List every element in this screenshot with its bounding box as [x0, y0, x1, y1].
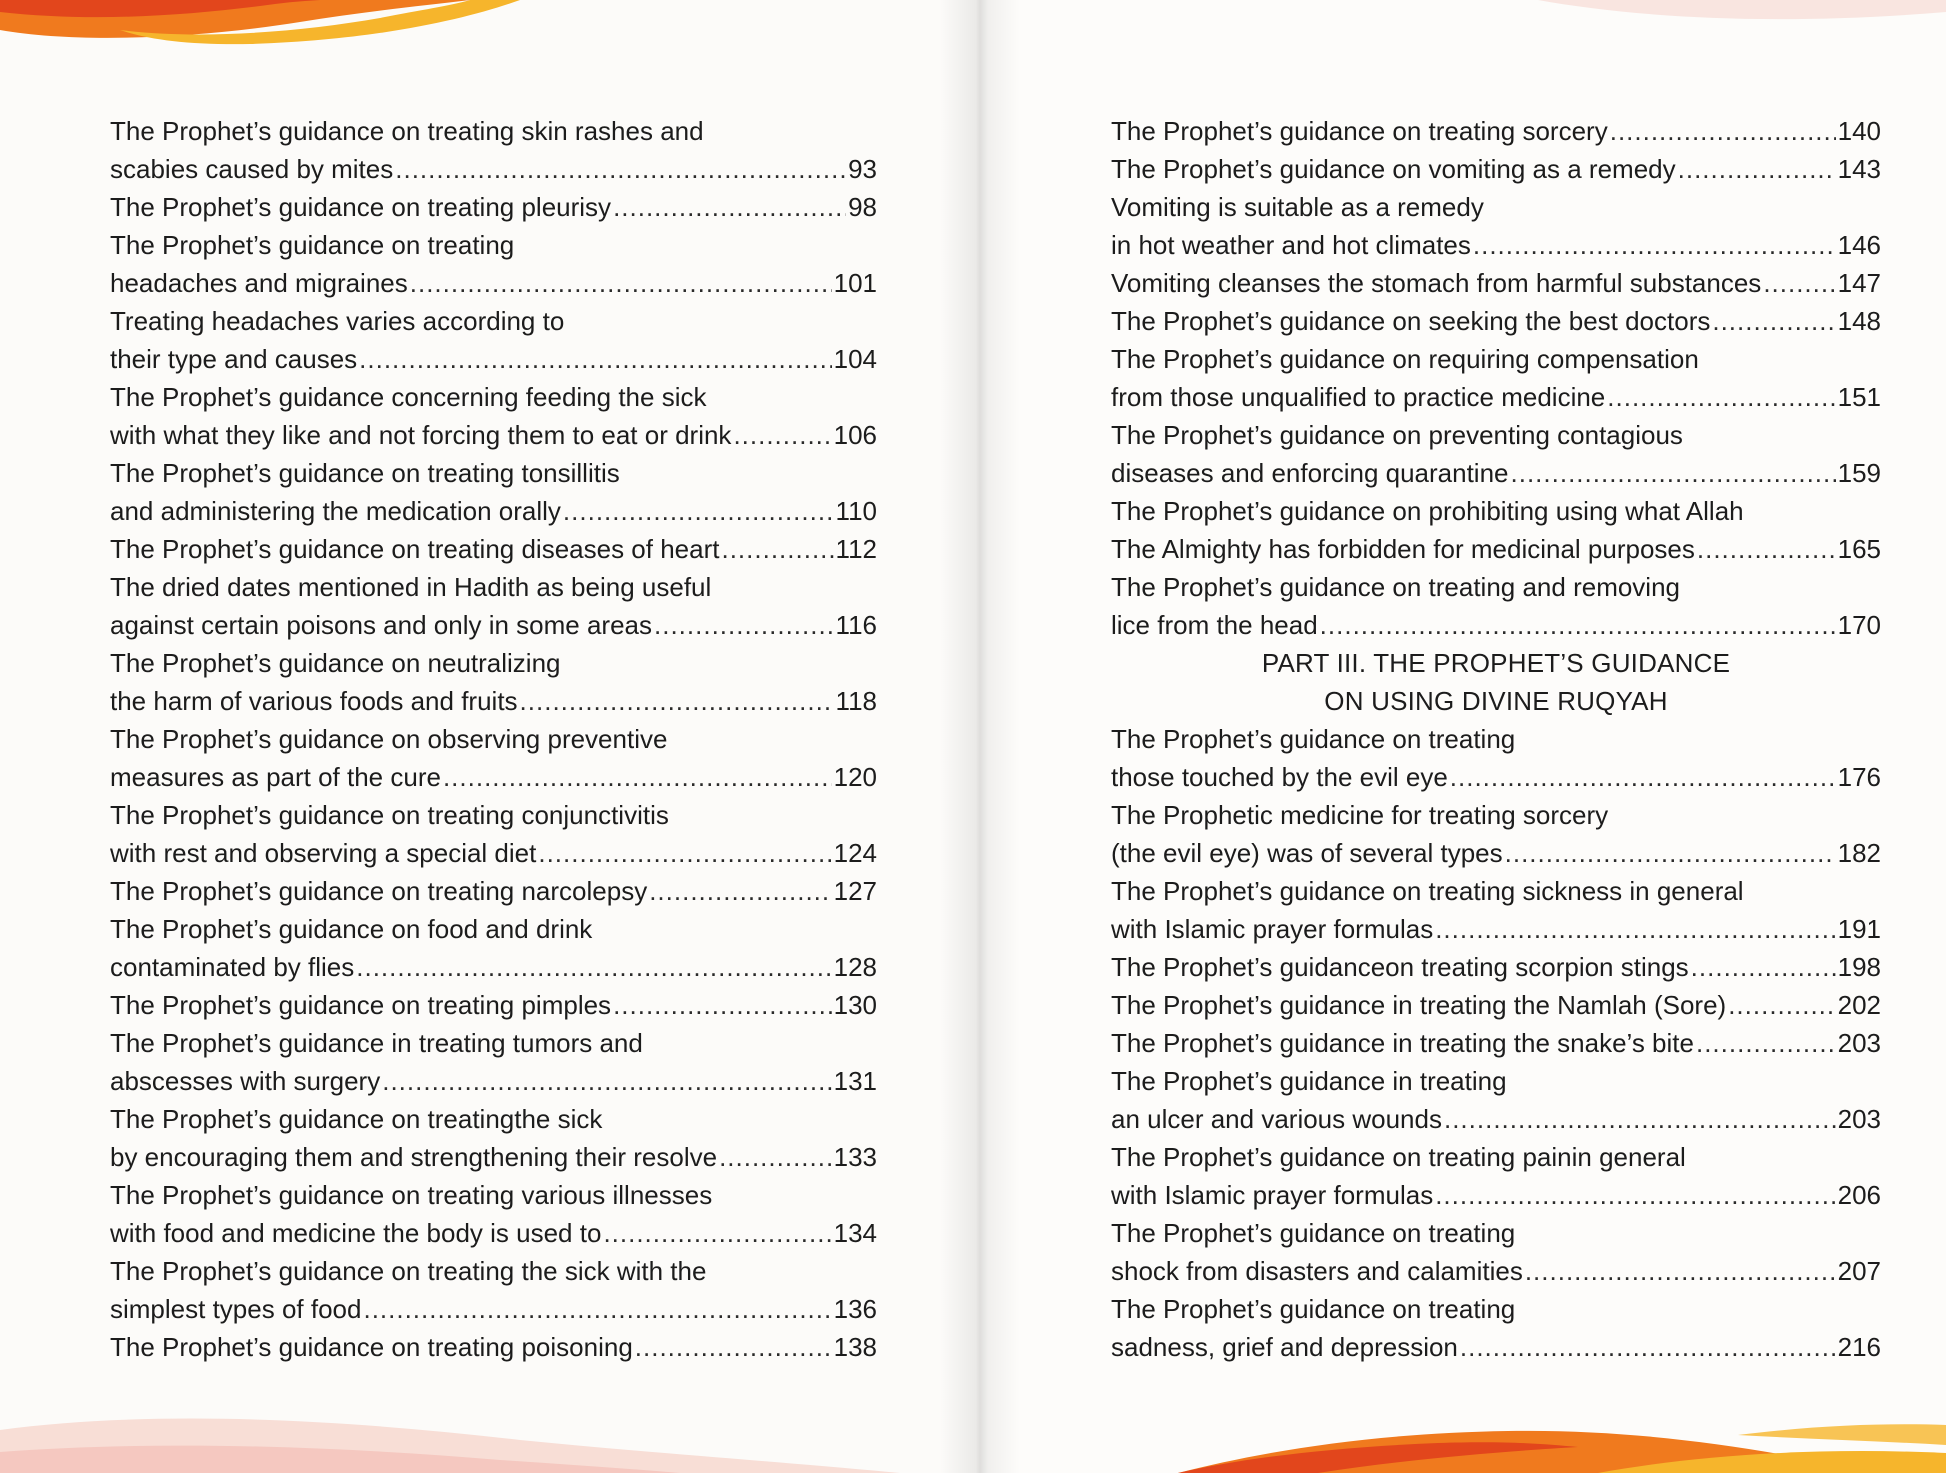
toc-entry-title: The Prophet’s guidance on treating tonsillitis [110, 458, 620, 488]
dot-leader [613, 986, 832, 1024]
toc-page-number: 133 [833, 1142, 877, 1172]
toc-entry-title: against certain poisons and only in some areas [110, 610, 652, 640]
dot-leader [1763, 264, 1835, 302]
toc-entry [110, 1252, 877, 1328]
toc-entry [110, 112, 877, 188]
dot-leader [1728, 986, 1835, 1024]
toc-entry-title: shock from disasters and calamities [1111, 1256, 1523, 1286]
toc-entry [1111, 1214, 1881, 1290]
toc-entry-last-line [110, 1138, 877, 1176]
toc-page-number: 216 [1837, 1332, 1881, 1362]
toc-entry [110, 720, 877, 796]
dot-leader [1450, 758, 1836, 796]
toc-entry-title: sadness, grief and depression [1111, 1332, 1458, 1362]
toc-entry-line [1111, 1138, 1881, 1176]
toc-entry-line [1111, 416, 1881, 454]
toc-page-number: 124 [833, 838, 877, 868]
toc-entry-title: The Prophet’s guidance in treating the Namlah (Sore) [1111, 990, 1727, 1020]
toc-entry-last-line [1111, 1252, 1881, 1290]
dot-leader [1320, 606, 1836, 644]
toc-entry [110, 1328, 877, 1366]
toc-entry-title: The Prophet’s guidance on treating narcolepsy [110, 876, 648, 906]
toc-entry-last-line [1111, 264, 1881, 302]
toc-page-number: 134 [833, 1218, 877, 1248]
dot-leader [1525, 1252, 1836, 1290]
dot-leader [443, 758, 832, 796]
toc-entry [110, 986, 877, 1024]
toc-entry [1111, 416, 1881, 492]
toc-entry-line [1111, 1214, 1881, 1252]
toc-entry-line [110, 1024, 877, 1062]
toc-page-number: 182 [1837, 838, 1881, 868]
flame-decoration-top-left [0, 0, 600, 60]
dot-leader [1460, 1328, 1836, 1366]
toc-entry [1111, 1024, 1881, 1062]
toc-page-number: 176 [1837, 762, 1881, 792]
toc-entry-title: headaches and migraines [110, 268, 408, 298]
toc-entry-title: an ulcer and various wounds [1111, 1104, 1442, 1134]
toc-entry-title: with food and medicine the body is used to [110, 1218, 602, 1248]
toc-entry [1111, 1062, 1881, 1138]
right-page [978, 0, 1946, 1473]
dot-leader [410, 264, 832, 302]
toc-entry-title: The Prophet’s guidance on treating conjunctivitis [110, 800, 669, 830]
toc-entry-title: The Prophet’s guidance on treating the sick with the [110, 1256, 707, 1286]
toc-page-number: 104 [833, 344, 877, 374]
toc-entry-last-line [1111, 378, 1881, 416]
toc-entry-line [1111, 1062, 1881, 1100]
dot-leader [1435, 910, 1835, 948]
toc-entry [1111, 568, 1881, 644]
toc-entry-line [1111, 796, 1881, 834]
toc-entry [110, 1176, 877, 1252]
toc-page-number: 106 [833, 420, 877, 450]
dot-leader [1697, 530, 1836, 568]
toc-entry-last-line [110, 872, 877, 910]
toc-page-number: 147 [1837, 268, 1881, 298]
toc-entry [110, 568, 877, 644]
toc-entry-last-line [1111, 910, 1881, 948]
dot-leader [382, 1062, 831, 1100]
toc-entry [1111, 948, 1881, 986]
flame-decoration-bottom-left [0, 1390, 978, 1473]
toc-entry [110, 378, 877, 454]
toc-page-number: 151 [1837, 382, 1881, 412]
toc-entry-line [1111, 188, 1881, 226]
toc-entry-last-line [110, 416, 877, 454]
toc-entry [1111, 720, 1881, 796]
toc-entry-title: The Prophet’s guidance on treating [1111, 1218, 1516, 1248]
dot-leader [1505, 834, 1836, 872]
toc-entry-title: with what they like and not forcing them to eat or drink [110, 420, 732, 450]
toc-entry [110, 454, 877, 530]
toc-entry-line [110, 1252, 877, 1290]
toc-entry-title: The Prophet’s guidance in treating the snake’s bite [1111, 1028, 1694, 1058]
toc-entry-title: The Prophet’s guidance on treating sickness in general [1111, 876, 1744, 906]
dot-leader [1511, 454, 1836, 492]
toc-page-number: 146 [1837, 230, 1881, 260]
toc-entry-line [1111, 872, 1881, 910]
toc-page-number: 203 [1837, 1028, 1881, 1058]
toc-page-number: 191 [1837, 914, 1881, 944]
dot-leader [395, 150, 846, 188]
dot-leader [363, 1290, 831, 1328]
toc-entry-line [110, 720, 877, 758]
toc-entry-last-line [1111, 112, 1881, 150]
toc-entry-last-line [110, 340, 877, 378]
toc-entry-title: The dried dates mentioned in Hadith as being useful [110, 572, 712, 602]
toc-page-number: 136 [833, 1294, 877, 1324]
dot-leader [649, 872, 831, 910]
toc-page-number: 143 [1837, 154, 1881, 184]
dot-leader [1678, 150, 1836, 188]
flame-decoration-top-right [1538, 0, 1946, 40]
toc-entry-title: The Almighty has forbidden for medicinal purposes [1111, 534, 1695, 564]
dot-leader [563, 492, 834, 530]
dot-leader [1691, 948, 1836, 986]
toc-entry [1111, 1138, 1881, 1214]
toc-entry [1111, 340, 1881, 416]
toc-entry-last-line [110, 834, 877, 872]
flame-decoration-bottom-right [1178, 1395, 1946, 1473]
toc-entry-title: (the evil eye) was of several types [1111, 838, 1503, 868]
toc-entry-title: their type and causes [110, 344, 358, 374]
toc-entry-title: The Prophet’s guidance in treating tumors and [110, 1028, 643, 1058]
toc-entry-title: The Prophetic medicine for treating sorcery [1111, 800, 1609, 830]
toc-entry-title: from those unqualified to practice medicine [1111, 382, 1606, 412]
toc-entry [1111, 302, 1881, 340]
toc-entry-last-line [1111, 1100, 1881, 1138]
dot-leader [1607, 378, 1835, 416]
toc-entry [110, 1100, 877, 1176]
toc-entry-title: The Prophet’s guidance on treating and removing [1111, 572, 1681, 602]
toc-entry-title: The Prophet’s guidance on treating poisoning [110, 1332, 633, 1362]
toc-entry-line [110, 910, 877, 948]
dot-leader [356, 948, 831, 986]
dot-leader [733, 416, 831, 454]
toc-entry-line [110, 454, 877, 492]
toc-page-number: 130 [833, 990, 877, 1020]
table-of-contents-left [110, 112, 877, 1366]
toc-entry-title: simplest types of food [110, 1294, 362, 1324]
toc-entry-last-line [1111, 454, 1881, 492]
toc-entry-title: The Prophet’s guidance on treating painin general [1111, 1142, 1686, 1172]
toc-entry [110, 644, 877, 720]
toc-page-number: 131 [833, 1066, 877, 1096]
toc-entry-title: The Prophet’s guidance on treating [1111, 1294, 1516, 1324]
toc-entry-last-line [110, 682, 877, 720]
toc-entry-last-line [1111, 1328, 1881, 1366]
toc-entry-line [110, 302, 877, 340]
toc-entry-title: The Prophet’s guidance on treatingthe sick [110, 1104, 603, 1134]
dot-leader [520, 682, 834, 720]
toc-entry-last-line [1111, 530, 1881, 568]
toc-page-number: 120 [833, 762, 877, 792]
toc-entry-last-line [110, 264, 877, 302]
toc-entry-line [1111, 568, 1881, 606]
toc-page-number: 165 [1837, 534, 1881, 564]
toc-page-number: 202 [1837, 990, 1881, 1020]
toc-entry-last-line [1111, 302, 1881, 340]
toc-entry-last-line [1111, 758, 1881, 796]
dot-leader [1444, 1100, 1836, 1138]
toc-entry-line [1111, 1290, 1881, 1328]
dot-leader [1610, 112, 1836, 150]
toc-entry-line [110, 1176, 877, 1214]
toc-entry [1111, 150, 1881, 188]
toc-page-number: 116 [835, 610, 877, 640]
toc-entry [110, 872, 877, 910]
toc-entry [1111, 188, 1881, 264]
part-heading-line1: PART III. THE PROPHET’S GUIDANCE [1261, 648, 1731, 678]
toc-entry-last-line [1111, 606, 1881, 644]
toc-entry-last-line [1111, 226, 1881, 264]
toc-entry-last-line [1111, 1176, 1881, 1214]
toc-entry-title: with Islamic prayer formulas [1111, 914, 1434, 944]
dot-leader [1473, 226, 1836, 264]
toc-entry [1111, 796, 1881, 872]
toc-entry-line [1111, 340, 1881, 378]
toc-entry-title: The Prophet’s guidance on vomiting as a remedy [1111, 154, 1676, 184]
toc-entry-line [110, 112, 877, 150]
toc-entry-last-line [110, 1214, 877, 1252]
toc-entry-title: The Prophet’s guidance on seeking the best doctors [1111, 306, 1711, 336]
toc-entry-last-line [110, 1062, 877, 1100]
toc-page-number: 93 [848, 154, 877, 184]
toc-page-number: 140 [1837, 116, 1881, 146]
toc-page-number: 128 [833, 952, 877, 982]
toc-entry-last-line [110, 986, 877, 1024]
toc-entry-title: those touched by the evil eye [1111, 762, 1448, 792]
toc-page-number: 148 [1837, 306, 1881, 336]
toc-page-number: 110 [835, 496, 877, 526]
toc-page-number: 138 [833, 1332, 877, 1362]
toc-page-number: 198 [1837, 952, 1881, 982]
toc-entry-line [1111, 720, 1881, 758]
toc-entry-title: The Prophet’s guidanceon treating scorpion stings [1111, 952, 1689, 982]
toc-entry-title: in hot weather and hot climates [1111, 230, 1471, 260]
toc-entry-title: with rest and observing a special diet [110, 838, 537, 868]
toc-entry-last-line [110, 530, 877, 568]
toc-entry-title: by encouraging them and strengthening their resolve [110, 1142, 718, 1172]
toc-entry-last-line [110, 492, 877, 530]
dot-leader [654, 606, 834, 644]
toc-entry [1111, 1290, 1881, 1366]
toc-page-number: 118 [835, 686, 877, 716]
toc-entry [110, 530, 877, 568]
toc-entry-line [1111, 492, 1881, 530]
dot-leader [603, 1214, 831, 1252]
toc-page-number: 203 [1837, 1104, 1881, 1134]
toc-entry [1111, 872, 1881, 948]
toc-entry [1111, 492, 1881, 568]
toc-entry-title: The Prophet’s guidance on neutralizing [110, 648, 561, 678]
toc-entry [110, 226, 877, 302]
toc-entry-title: lice from the head [1111, 610, 1318, 640]
dot-leader [613, 188, 846, 226]
toc-entry-title: Vomiting cleanses the stomach from harmful substances [1111, 268, 1762, 298]
part-heading [1111, 644, 1881, 720]
toc-entry-title: scabies caused by mites [110, 154, 394, 184]
dot-leader [1696, 1024, 1836, 1062]
dot-leader [538, 834, 831, 872]
toc-entry-title: The Prophet’s guidance on prohibiting using what Allah [1111, 496, 1744, 526]
toc-entry-last-line [110, 758, 877, 796]
dot-leader [721, 530, 833, 568]
toc-entry-title: The Prophet’s guidance on requiring compensation [1111, 344, 1699, 374]
toc-entry-title: The Prophet’s guidance on treating sorcery [1111, 116, 1608, 146]
toc-entry-title: Vomiting is suitable as a remedy [1111, 192, 1484, 222]
toc-entry-title: The Prophet’s guidance on treating [1111, 724, 1516, 754]
toc-entry-last-line [110, 948, 877, 986]
toc-entry [110, 910, 877, 986]
toc-entry-title: with Islamic prayer formulas [1111, 1180, 1434, 1210]
toc-entry-last-line [110, 1290, 877, 1328]
toc-entry-title: the harm of various foods and fruits [110, 686, 518, 716]
toc-entry-line [110, 1100, 877, 1138]
toc-entry-title: The Prophet’s guidance on treating pimples [110, 990, 612, 1020]
toc-page-number: 159 [1837, 458, 1881, 488]
toc-entry-title: abscesses with surgery [110, 1066, 381, 1096]
toc-entry-line [110, 378, 877, 416]
toc-entry [110, 302, 877, 378]
dot-leader [1435, 1176, 1835, 1214]
toc-page-number: 206 [1837, 1180, 1881, 1210]
toc-entry-title: The Prophet’s guidance on treating pleurisy [110, 192, 612, 222]
toc-entry-title: The Prophet’s guidance on observing preventive [110, 724, 668, 754]
toc-entry-title: The Prophet’s guidance on treating [110, 230, 515, 260]
toc-page-number: 207 [1837, 1256, 1881, 1286]
toc-entry-title: diseases and enforcing quarantine [1111, 458, 1509, 488]
toc-entry [110, 796, 877, 872]
toc-entry-title: The Prophet’s guidance on preventing contagious [1111, 420, 1683, 450]
toc-entry-title: measures as part of the cure [110, 762, 441, 792]
toc-entry-last-line [1111, 834, 1881, 872]
toc-entry-line [110, 568, 877, 606]
toc-entry-title: The Prophet’s guidance in treating [1111, 1066, 1507, 1096]
dot-leader [719, 1138, 832, 1176]
toc-entry [110, 188, 877, 226]
toc-entry [110, 1024, 877, 1100]
toc-page-number: 112 [835, 534, 877, 564]
toc-entry [1111, 986, 1881, 1024]
toc-entry-title: The Prophet’s guidance on treating various illnesses [110, 1180, 713, 1210]
toc-entry-last-line [110, 150, 877, 188]
toc-entry-last-line [1111, 150, 1881, 188]
toc-entry-last-line [110, 606, 877, 644]
toc-entry [1111, 112, 1881, 150]
part-heading-line2: ON USING DIVINE RUQYAH [1324, 686, 1668, 716]
toc-entry-last-line [1111, 986, 1881, 1024]
dot-leader [359, 340, 831, 378]
toc-entry-last-line [110, 1328, 877, 1366]
toc-entry-last-line [1111, 1024, 1881, 1062]
toc-page-number: 98 [848, 192, 877, 222]
toc-entry-title: contaminated by flies [110, 952, 355, 982]
dot-leader [635, 1328, 832, 1366]
toc-entry-title: The Prophet’s guidance on food and drink [110, 914, 593, 944]
toc-entry-last-line [110, 188, 877, 226]
toc-entry-title: and administering the medication orally [110, 496, 561, 526]
dot-leader [1712, 302, 1835, 340]
table-of-contents-right [1111, 112, 1881, 1366]
toc-entry-title: Treating headaches varies according to [110, 306, 565, 336]
toc-entry-title: The Prophet’s guidance on treating skin rashes and [110, 116, 704, 146]
toc-entry [1111, 264, 1881, 302]
toc-page-number: 170 [1837, 610, 1881, 640]
toc-entry-title: The Prophet’s guidance on treating diseases of heart [110, 534, 720, 564]
toc-entry-line [110, 644, 877, 682]
toc-entry-last-line [1111, 948, 1881, 986]
toc-entry-line [110, 796, 877, 834]
toc-page-number: 127 [833, 876, 877, 906]
toc-entry-line [110, 226, 877, 264]
toc-entry-title: The Prophet’s guidance concerning feeding the sick [110, 382, 707, 412]
toc-page-number: 101 [833, 268, 877, 298]
